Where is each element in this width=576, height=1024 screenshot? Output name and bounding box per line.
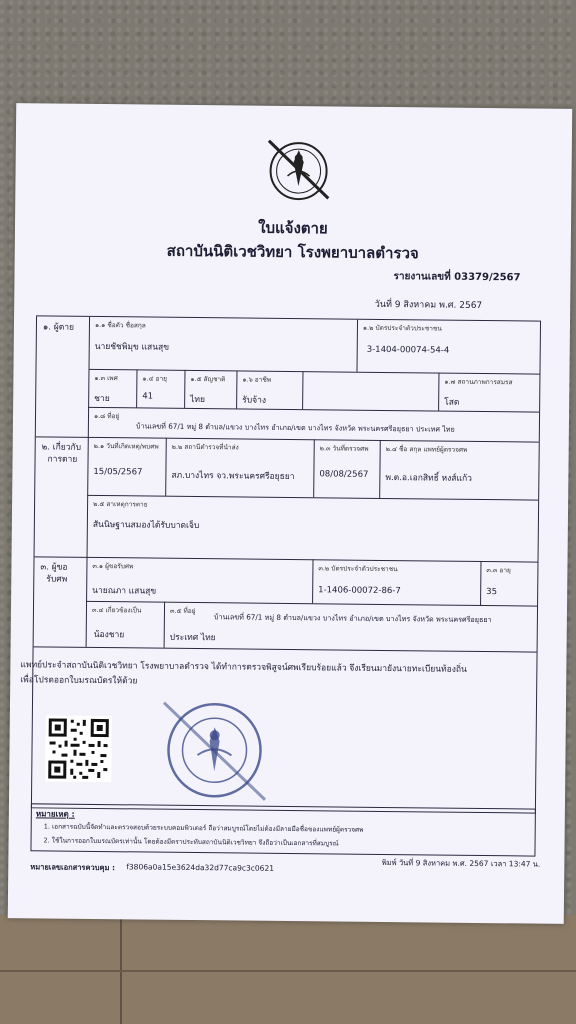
report-date: วันที่ 9 สิงหาคม พ.ศ. 2567 <box>374 299 483 312</box>
age: 41 <box>142 391 154 402</box>
deceased-name: นายชัชพิมุข แสนสุข <box>94 341 170 353</box>
statement-line-2: เพื่อโปรดออกใบมรณบัตรให้ด้วย <box>20 675 138 687</box>
document-title: ใบแจ้งตาย <box>258 218 328 238</box>
incident-date: 15/05/2567 <box>93 466 143 478</box>
printed-timestamp: พิมพ์ วันที่ 9 สิงหาคม พ.ศ. 2567 เวลา 13:47 น. <box>381 857 541 869</box>
deceased-name-label: ๑.๑ ชื่อตัว ชื่อสกุล <box>94 320 146 330</box>
claimant-name-label: ๓.๑ ผู้ขอรับศพ <box>92 561 134 571</box>
claimant-address: บ้านเลขที่ 67/1 หมู่ 8 ตำบล/แขวง บางไทร อำเภอ/เขต บางไทร จังหวัด พระนครศรีอยุธยา <box>213 612 492 625</box>
institute-name: สถาบันนิติเวชวิทยา โรงพยาบาลตำรวจ <box>166 241 419 263</box>
sex: ชาย <box>94 393 110 405</box>
section2-label-line1: ๒. เกี่ยวกับ <box>41 442 82 453</box>
claimant-id: 1-1406-00072-86-7 <box>318 585 401 597</box>
sex-label: ๑.๓ เพศ <box>94 373 118 383</box>
claimant-country: ประเทศ ไทย <box>169 632 216 644</box>
claimant-id-label: ๓.๒ บัตรประจำตัวประชาชน <box>318 564 398 574</box>
cause-label: ๒.๕ สาเหตุการตาย <box>93 499 148 509</box>
address-label: ๑.๘ ที่อยู่ <box>93 411 120 421</box>
nationality: ไทย <box>190 394 206 406</box>
remarks-box <box>30 803 535 856</box>
exam-date: 08/08/2567 <box>319 469 369 480</box>
marital-status: โสด <box>444 397 460 408</box>
control-number-label: หมายเลขเอกสารควบคุม : <box>30 862 116 873</box>
occupation-label: ๑.๖ อาชีพ <box>242 375 272 384</box>
certification-statement <box>20 658 510 693</box>
section1-label: ๑. ผู้ตาย <box>42 322 75 333</box>
marital-label: ๑.๗ สถานภาพการสมรส <box>444 377 513 387</box>
statement-line-1: แพทย์ประจำสถาบันนิติเวชวิทยา โรงพยาบาลตำรวจ ได้ทำการตรวจพิสูจน์ศพเรียบร้อยแล้ว จึงเรียนมายังนายทะเบียนท้องถิ่น <box>20 660 467 675</box>
claimant-name: นายณภา แสนสุข <box>92 585 157 597</box>
deceased-id-label: ๑.๒ บัตรประจำตัวประชาชน <box>362 323 442 333</box>
age-label: ๑.๔ อายุ <box>142 374 167 383</box>
police-station-label: ๒.๒ สถานีตำรวจที่นำส่ง <box>171 442 239 452</box>
police-station: สภ.บางไทร จว.พระนครศรีอยุธยา <box>171 470 295 483</box>
report-number: รายงานเลขที่ 03379/2567 <box>393 271 521 284</box>
nationality-label: ๑.๕ สัญชาติ <box>190 374 226 384</box>
control-number: f3806a0a15e3624da32d77ca9c3c0621 <box>126 862 275 873</box>
incident-date-label: ๒.๑ วันที่เกิดเหตุ/พบศพ <box>93 441 159 451</box>
relation-label: ๓.๔ เกี่ยวข้องเป็น <box>91 605 142 615</box>
death-notice-document <box>8 103 573 924</box>
section3-label-line1: ๓. ผู้ขอ <box>40 562 68 573</box>
floor-tiles <box>0 915 576 1024</box>
institute-seal-icon <box>159 695 270 806</box>
relation: น้องชาย <box>93 629 125 641</box>
claimant-address-label: ๓.๕ ที่อยู่ <box>169 606 196 616</box>
police-hospital-emblem-icon <box>263 136 334 207</box>
doctor-label: ๒.๔ ชื่อ สกุล แพทย์ผู้ตรวจศพ <box>385 444 468 454</box>
deceased-id: 3-1404-00074-54-4 <box>366 344 450 356</box>
section2-label-line2: การตาย <box>47 454 78 465</box>
examining-doctor: พ.ต.อ.เอกสิทธิ์ หงส์แก้ว <box>385 472 472 484</box>
remark-item-2: 2. ใช้ในการออกใบมรณบัตรเท่านั้น โดยต้องมีตราประทับสถาบันนิติเวชวิทยา จึงถือว่าเป็นเอกสารที่สมบูรณ์ <box>43 836 339 848</box>
claimant-age: 35 <box>486 587 498 598</box>
occupation: รับจ้าง <box>242 395 267 406</box>
qr-code-icon <box>45 715 112 782</box>
remarks-heading: หมายเหตุ : <box>35 809 75 819</box>
deceased-address: บ้านเลขที่ 67/1 หมู่ 8 ตำบล/แขวง บางไทร อำเภอ/เขต บางไทร จังหวัด พระนครศรีอยุธยา ประเทศ ไทย <box>135 421 455 434</box>
cause-of-death: สันนิษฐานสมองได้รับบาดเจ็บ <box>92 519 200 532</box>
remark-item-1: 1. เอกสารฉบับนี้จัดทำและตรวจสอบด้วยระบบคอมพิวเตอร์ ถือว่าสมบูรณ์โดยไม่ต้องมีลายมือชื่อของแพทย์ผู้ตรวจศพ <box>43 822 364 834</box>
claimant-age-label: ๓.๓ อายุ <box>486 566 511 575</box>
section3-label-line2: รับศพ <box>46 574 68 585</box>
exam-date-label: ๒.๓ วันที่ตรวจศพ <box>319 444 369 453</box>
